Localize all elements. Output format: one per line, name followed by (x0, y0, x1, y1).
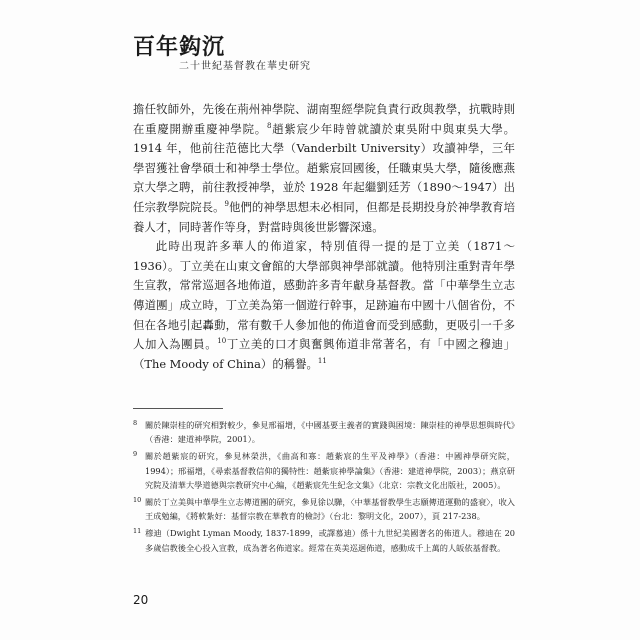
footnote-9 (133, 449, 515, 492)
book-title: 百年鈎沉 (133, 34, 226, 60)
footnote-divider (133, 408, 223, 409)
footnote-ref-11[interactable]: 11 (317, 356, 327, 365)
footnote-number: 11 (133, 527, 142, 536)
book-subtitle: 二十世紀基督教在華史研究 (179, 61, 311, 72)
footnote-text: 關於丁立美與中華學生立志傳道團的研究，參見徐以驊，〈中華基督教學生志願傳道運動的盛衰〉，收入王成勉編，《將軟紮好：基督宗教在華教育的檢討》（台北：黎明文化，2007），頁 217-238。 (145, 497, 515, 522)
footnote-ref-10[interactable]: 10 (217, 337, 227, 346)
footnote-11 (133, 526, 515, 554)
footnote-ref-8[interactable]: 8 (266, 121, 272, 130)
paragraph-1-part-b: 趙紫宸少年時曾就讀於東吳附中與東吳大學。1914 年，他前往范德比大學（Vanderbilt University）攻讀神學，三年學習獲社會學碩士和神學士學位。趙紫宸回國後，任職東吳大學，隨後應燕京大學之聘，前往教授神學，並於 1928 年起繼劉廷芳（1890～1947）出任宗教學院院長。 (133, 121, 515, 214)
footnote-10 (133, 495, 515, 523)
footnote-8 (133, 418, 515, 446)
paragraph-1 (133, 100, 515, 237)
footnote-number: 8 (133, 419, 138, 427)
paragraph-1-part-c: 他們的神學思想未必相同，但都是長期投身於神學教育培養人才，同時著作等身，對當時與後世影響深遠。 (133, 199, 515, 234)
footnote-ref-9[interactable]: 9 (224, 200, 229, 209)
paragraph-2-part-a: 此時出現許多華人的佈道家，特別值得一提的是丁立美（1871～1936）。丁立美在山東文會館的大學部與神學部就讀。他特別注重對青年學生宣教，常常巡迴各地佈道，感動許多青年獻身基督教。當「中華學生立志傳道團」成立時，丁立美為第一個遊行幹事，足跡遍布中國十八個省份，不但在各地引起轟動，常有數千人參加他的佈道會而受到感動，更吸引一千多人加入為團員。 (133, 239, 515, 352)
footnote-text: 關於陳崇桂的研究相對較少，參見邢福增，《中國基要主義者的實踐與困境：陳崇桂的神學思想與時代》（香港：建道神學院，2001）。 (145, 420, 515, 445)
body-text (133, 100, 515, 374)
footnote-text: 關於趙紫宸的研究，參見林榮洪，《曲高和寡：趙紫宸的生平及神學》（香港：中國神學研究院，1994）；邢福增，《尋索基督教信仰的獨特性：趙紫宸神學論集》（香港：建道神學院，2003）；燕京研究院及清華大學道德與宗教研究中心編，《趙紫宸先生紀念文集》（北京：宗教文化出版社，2005）。 (145, 451, 515, 490)
footnote-number: 10 (133, 496, 142, 505)
paragraph-2 (133, 237, 515, 374)
page-number: 20 (133, 593, 149, 607)
paragraph-2-part-b: 丁立美的口才與奮興佈道非常著名，有「中國之穆迪」（The Moody of China）的稱譽。 (133, 337, 515, 371)
footnote-number: 9 (133, 450, 138, 459)
paragraph-1-part-a: 擔任牧師外，先後在荊州神學院、湖南聖經學院負責行政與教學，抗戰時則在重慶開辦重慶神學院。 (133, 102, 515, 136)
footnotes (133, 418, 515, 558)
footnote-text: 穆迪（Dwight Lyman Moody, 1837-1899，或譯慕迪）係十九世紀美國著名的佈道人。穆迪在 20 多歲信教後全心投入宣教，成為著名佈道家。經常在英美巡迴佈道，感動成千上萬的人皈依基督教。 (145, 528, 515, 553)
